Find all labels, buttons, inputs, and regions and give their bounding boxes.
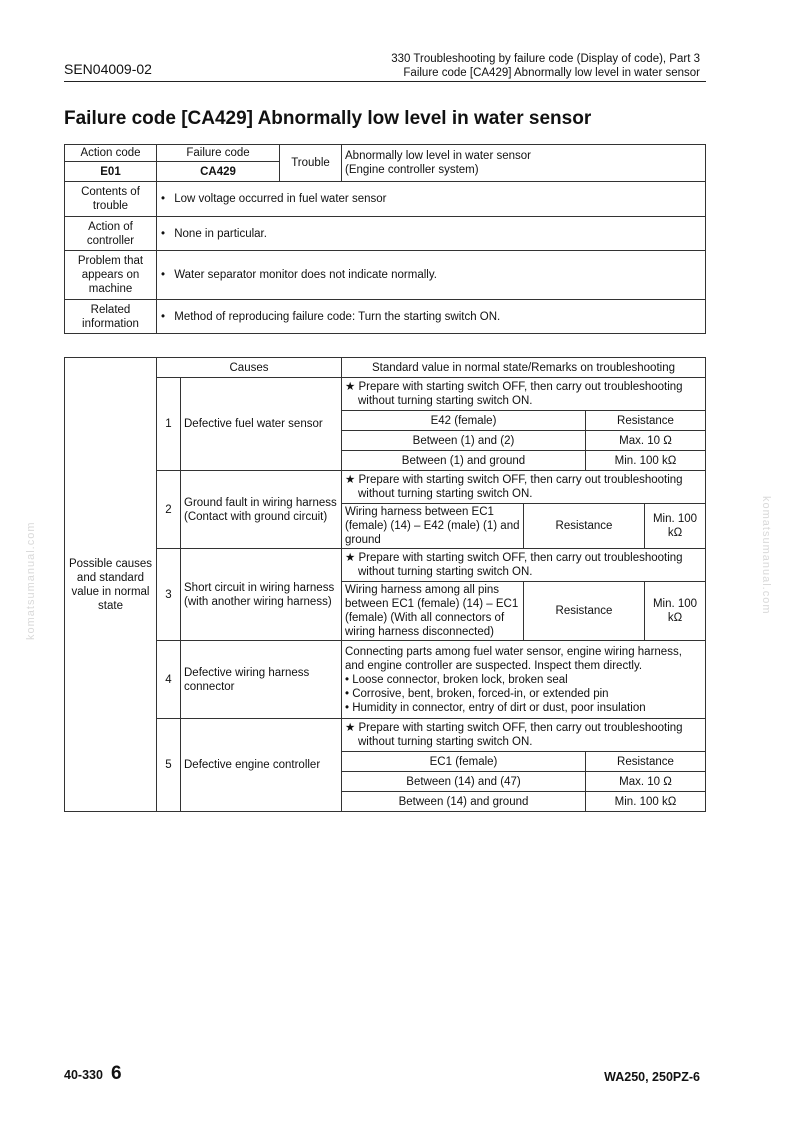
cause-5-note: ★ Prepare with starting switch OFF, then carry out troubleshooting without turning starting switch ON. <box>342 719 706 752</box>
cause-1-value-1: Max. 10 Ω <box>586 431 706 451</box>
machine-problem-label: Problem that appears on machine <box>65 251 157 300</box>
trouble-line-1: Abnormally low level in water sensor <box>345 150 531 162</box>
cause-4-intro: Connecting parts among fuel water sensor, engine wiring harness, and engine controller are suspected. Inspect them directly. <box>345 645 682 672</box>
cause-4-number: 4 <box>157 641 181 719</box>
action-code-label: Action code <box>65 145 157 162</box>
cause-3-value: Min. 100 kΩ <box>645 582 706 641</box>
footer-page <box>64 1063 122 1085</box>
cause-5-check-1: Between (14) and (47) <box>342 772 586 792</box>
cause-4-remarks <box>342 641 706 719</box>
trouble-line-2: (Engine controller system) <box>345 164 479 176</box>
standard-value-header: Standard value in normal state/Remarks on troubleshooting <box>342 358 706 378</box>
failure-info-table <box>64 144 706 334</box>
cause-1-connector: E42 (female) <box>342 411 586 431</box>
cause-4-bullet: • Corrosive, bent, broken, forced-in, or extended pin <box>345 687 609 700</box>
cause-1-name: Defective fuel water sensor <box>181 378 342 471</box>
failure-code-label: Failure code <box>157 145 280 162</box>
section-line-2: Failure code [CA429] Abnormally low level in water sensor <box>403 67 700 79</box>
cause-3-note: ★ Prepare with starting switch OFF, then carry out troubleshooting without turning starting switch ON. <box>342 549 706 582</box>
footer-model: WA250, 250PZ-6 <box>604 1070 700 1084</box>
cause-2-number: 2 <box>157 471 181 549</box>
cause-1-note: ★ Prepare with starting switch OFF, then carry out troubleshooting without turning starting switch ON. <box>342 378 706 411</box>
cause-5-value-2: Min. 100 kΩ <box>586 792 706 812</box>
controller-action-text: • None in particular. <box>157 217 706 251</box>
revision-number: 6 <box>110 1063 122 1084</box>
cause-1-number: 1 <box>157 378 181 471</box>
document-code: SEN04009-02 <box>64 61 152 77</box>
cause-3-name: Short circuit in wiring harness (with another wiring harness) <box>181 549 342 641</box>
possible-causes-label: Possible causes and standard value in normal state <box>65 358 157 812</box>
failure-code-value: CA429 <box>157 162 280 182</box>
section-heading <box>391 52 700 80</box>
cause-3-number: 3 <box>157 549 181 641</box>
cause-4-name: Defective wiring harness connector <box>181 641 342 719</box>
cause-5-connector: EC1 (female) <box>342 752 586 772</box>
page-code: 40-330 <box>64 1068 103 1082</box>
causes-header: Causes <box>157 358 342 378</box>
cause-5-resistance-header: Resistance <box>586 752 706 772</box>
cause-2-value: Min. 100 kΩ <box>645 504 706 549</box>
cause-5-number: 5 <box>157 719 181 812</box>
controller-action-label: Action of controller <box>65 217 157 251</box>
cause-3-check: Wiring harness among all pins between EC1 (female) (14) – EC1 (female) (With all connectors of wiring harness disconnected) <box>342 582 524 641</box>
related-info-label: Related information <box>65 300 157 334</box>
watermark-left: komatsumanual.com <box>25 521 37 640</box>
cause-4-bullet: • Loose connector, broken lock, broken seal <box>345 673 568 686</box>
trouble-description <box>342 145 706 182</box>
cause-2-name: Ground fault in wiring harness (Contact with ground circuit) <box>181 471 342 549</box>
cause-5-check-2: Between (14) and ground <box>342 792 586 812</box>
machine-problem-text: • Water separator monitor does not indicate normally. <box>157 251 706 300</box>
cause-1-check-2: Between (1) and ground <box>342 451 586 471</box>
causes-table <box>64 357 706 812</box>
related-info-text: • Method of reproducing failure code: Turn the starting switch ON. <box>157 300 706 334</box>
header-divider <box>64 81 706 82</box>
contents-text: • Low voltage occurred in fuel water sensor <box>157 182 706 217</box>
cause-2-measure: Resistance <box>524 504 645 549</box>
section-line-1: 330 Troubleshooting by failure code (Display of code), Part 3 <box>391 53 700 65</box>
page-title: Failure code [CA429] Abnormally low level in water sensor <box>64 108 592 129</box>
action-code-value: E01 <box>65 162 157 182</box>
cause-5-value-1: Max. 10 Ω <box>586 772 706 792</box>
watermark-right: komatsumanual.com <box>760 496 772 615</box>
cause-1-check-1: Between (1) and (2) <box>342 431 586 451</box>
trouble-label: Trouble <box>280 145 342 182</box>
contents-label: Contents of trouble <box>65 182 157 217</box>
cause-5-name: Defective engine controller <box>181 719 342 812</box>
cause-1-value-2: Min. 100 kΩ <box>586 451 706 471</box>
cause-2-check: Wiring harness between EC1 (female) (14) – E42 (male) (1) and ground <box>342 504 524 549</box>
cause-1-resistance-header: Resistance <box>586 411 706 431</box>
cause-2-note: ★ Prepare with starting switch OFF, then carry out troubleshooting without turning starting switch ON. <box>342 471 706 504</box>
cause-3-measure: Resistance <box>524 582 645 641</box>
cause-4-bullet: • Humidity in connector, entry of dirt or dust, poor insulation <box>345 701 646 714</box>
